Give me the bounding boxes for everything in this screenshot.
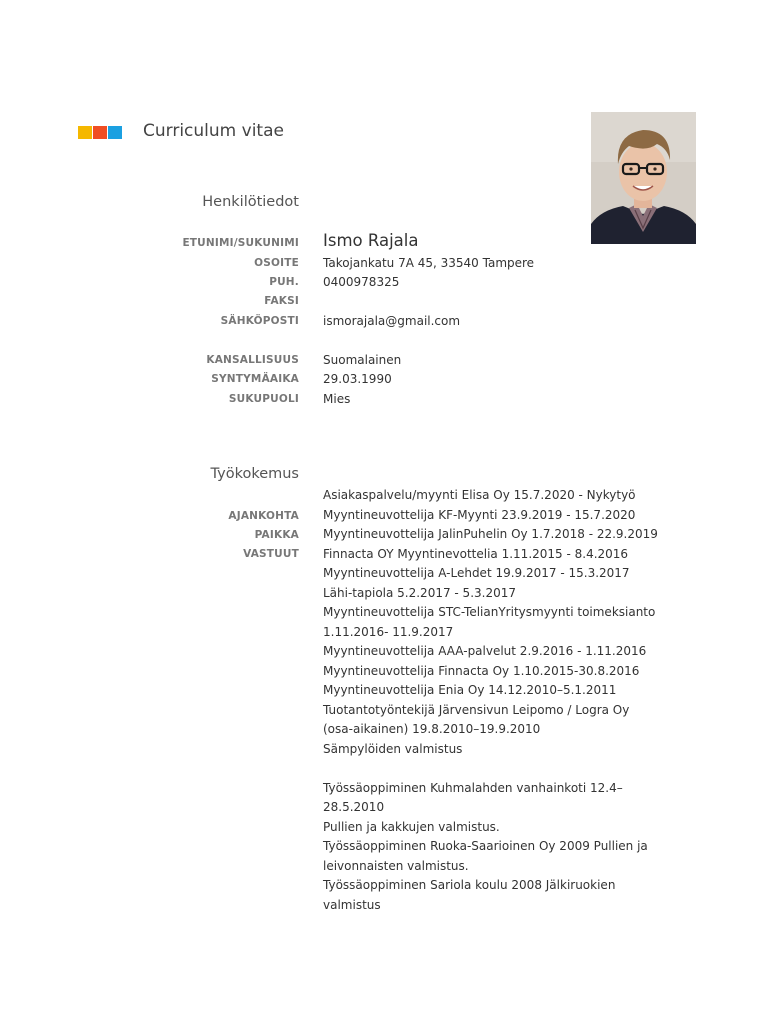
work-line: Pullien ja kakkujen valmistus. <box>323 819 500 834</box>
work-line: Myyntineuvottelija Enia Oy 14.12.2010–5.1.2011 <box>323 683 617 697</box>
work-line: Työssäoppiminen Ruoka-Saarioinen Oy 2009 Pullien ja <box>323 839 648 853</box>
value-nationality: Suomalainen <box>323 353 402 367</box>
work-experience-list <box>323 486 663 915</box>
value-address: Takojankatu 7A 45, 33540 Tampere <box>323 256 535 270</box>
value-gender: Mies <box>323 392 351 406</box>
work-line: Lähi-tapiola 5.2.2017 - 5.3.2017 <box>323 585 516 600</box>
work-line: Myyntineuvottelija KF-Myynti 23.9.2019 - 15.7.2020 <box>323 507 636 522</box>
work-line: 1.11.2016- 11.9.2017 <box>323 624 454 639</box>
work-experience-heading: Työkokemus <box>210 466 299 482</box>
personal-info-heading: Henkilötiedot <box>202 194 299 210</box>
work-line: Asiakaspalvelu/myynti Elisa Oy 15.7.2020 - Nykytyö <box>323 488 636 502</box>
logo-square-yellow <box>78 126 92 139</box>
work-line: Finnacta OY Myyntinevottelia 1.11.2015 - 8.4.2016 <box>323 546 629 561</box>
value-birthdate: 29.03.1990 <box>323 372 392 386</box>
label-fax: FAKSI <box>264 295 299 307</box>
work-line: Myyntineuvottelija Finnacta Oy 1.10.2015-30.8.2016 <box>323 663 640 678</box>
work-line: Tuotantotyöntekijä Järvensivun Leipomo / Logra Oy <box>323 702 630 717</box>
work-line: leivonnaisten valmistus. <box>323 858 469 873</box>
work-line <box>323 759 663 779</box>
work-line: Työssäoppiminen Kuhmalahden vanhainkoti 12.4– <box>323 780 623 795</box>
work-line: Työssäoppiminen Sariola koulu 2008 Jälkiruokien <box>323 878 616 892</box>
value-name: Ismo Rajala <box>323 231 419 250</box>
label-gender: SUKUPUOLI <box>228 393 299 405</box>
logo-square-red <box>93 126 107 139</box>
profile-photo <box>591 112 696 244</box>
work-line: Myyntineuvottelija A-Lehdet 19.9.2017 - 15.3.2017 <box>323 566 630 580</box>
label-place: PAIKKA <box>254 529 299 541</box>
logo-square-blue <box>108 126 122 139</box>
work-line: Myyntineuvottelija JalinPuhelin Oy 1.7.2018 - 22.9.2019 <box>323 527 658 541</box>
label-nationality: KANSALLISUUS <box>206 354 299 366</box>
label-birthdate: SYNTYMÄAIKA <box>211 373 299 385</box>
work-line: 28.5.2010 <box>323 800 385 814</box>
work-line: Myyntineuvottelija AAA-palvelut 2.9.2016 - 1.11.2016 <box>323 644 647 658</box>
logo <box>78 126 122 139</box>
work-line: Sämpylöiden valmistus <box>323 741 463 756</box>
work-line: valmistus <box>323 897 381 912</box>
label-name: ETUNIMI/SUKUNIMI <box>182 237 299 249</box>
work-line: (osa-aikainen) 19.8.2010–19.9.2010 <box>323 722 541 736</box>
value-phone: 0400978325 <box>323 275 400 289</box>
document-title: Curriculum vitae <box>143 121 284 141</box>
label-email: SÄHKÖPOSTI <box>220 315 299 327</box>
label-period: AJANKOHTA <box>228 510 299 522</box>
label-responsibilities: VASTUUT <box>243 548 299 560</box>
label-address: OSOITE <box>254 257 299 269</box>
label-phone: PUH. <box>269 276 299 288</box>
value-email: ismorajala@gmail.com <box>323 314 461 328</box>
work-line: Myyntineuvottelija STC-TelianYritysmyynti toimeksianto <box>323 605 656 619</box>
person-portrait-icon <box>591 112 696 244</box>
